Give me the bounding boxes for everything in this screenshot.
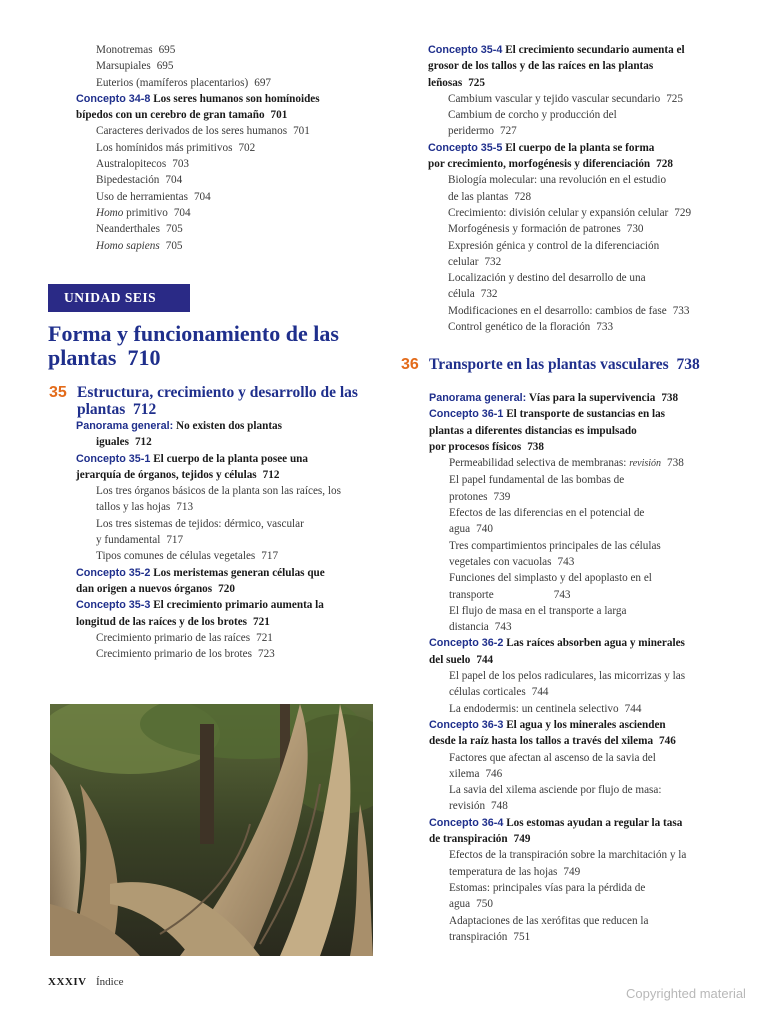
concept-key: Concepto 36-1 [429,408,504,421]
concept-line [429,635,729,651]
concept-line [429,439,729,455]
page-number: 697 [254,76,271,89]
entry-text: Homo sapiens [96,239,160,252]
entry-text: Crecimiento: división celular y expansión celular [448,206,669,219]
page-number: 738 [527,440,544,453]
entry-text: agua [449,898,471,911]
chapter-36-heading [401,356,729,373]
entry-text: leñosas [428,76,463,89]
chapter-36-number: 36 [401,356,419,373]
toc-entry [76,483,376,499]
concept-line [429,652,729,668]
right-top-entries [428,42,728,335]
entry-text: Neanderthales [96,223,160,236]
entry-text: por procesos físicos [429,440,522,453]
entry-text: El crecimiento secundario aumenta el [505,44,685,56]
toc-entry [76,189,376,205]
toc-entry [429,798,729,814]
entry-text: celular [448,255,479,268]
toc-entry [429,455,729,472]
entry-text: El papel fundamental de las bombas de [449,474,625,487]
toc-entry [428,319,728,335]
entry-text: Las raíces absorben agua y minerales [506,637,685,650]
toc-entry [429,750,729,766]
page-number: 702 [238,141,256,154]
entry-text: El crecimiento primario aumenta la [153,599,324,612]
page-number: 723 [257,648,275,661]
toc-entry [428,221,728,237]
entry-suffix: revisión [629,458,662,470]
entry-text: El agua y los minerales ascienden [506,718,666,731]
entry-text: Australopitecos [96,158,167,171]
page-number: 749 [563,865,581,878]
page-number: 705 [165,223,183,236]
entry-text: Euterios (mamíferos placentarios) [96,76,249,89]
toc-entry [428,123,728,139]
chapter-35-heading [49,384,367,418]
entry-text: de transpiración [429,833,508,846]
entry-italic: Homo [96,206,124,219]
entry-text: del suelo [429,653,471,666]
page-number: 703 [172,158,189,171]
entry-text: por crecimiento, morfogénesis y diferenciación [428,158,651,171]
toc-entry [76,630,376,646]
toc-entry [429,880,729,896]
entry-text: Uso de herramientas [96,190,188,203]
entry-text: Marsupiales [96,60,151,73]
toc-entry [429,538,729,554]
entry-text: Modificaciones en el desarrollo: cambios de fase [448,304,667,317]
concept-line [76,597,376,613]
toc-entry [429,603,729,619]
page-number: 740 [476,523,493,536]
page-number: 727 [499,125,517,138]
concept-line [429,406,729,422]
concept-line [76,565,376,581]
entry-text: Los tres órganos básicos de la planta son las raíces, los [96,485,341,498]
page-number: 712 [262,468,280,481]
entry-text: de las plantas [448,190,509,203]
page-number: 729 [674,206,692,219]
page-number: 748 [491,800,508,813]
toc-entry [429,913,729,929]
entry-text: Cambium vascular y tejido vascular secundario [448,92,661,105]
toc-entry [76,221,376,237]
page-number: 721 [256,631,273,644]
entry-text: Adaptaciones de las xerófitas que reducen la [449,914,649,927]
entry-text: El cuerpo de la planta posee una [153,452,308,465]
toc-entry [428,303,728,319]
toc-entry [429,782,729,798]
toc-entry [428,205,728,221]
page-number: 704 [193,190,211,203]
page-number: 713 [176,501,194,514]
toc-entry [429,472,729,488]
entry-text: Biología molecular: una revolución en el estudio [448,174,667,187]
entry-text: peridermo [448,125,494,138]
page-number: 738 [661,392,679,404]
page-number: 721 [253,615,270,628]
entry-text: Tres compartimientos principales de las células [449,539,661,552]
entry-text: transporte [449,588,494,601]
entry-text: grosor de los tallos y de las raíces en las plantas [428,60,654,73]
chapter-35-title: Estructura, crecimiento y desarrollo de las plantas [77,384,358,418]
entry-text: células corticales [449,686,526,699]
entry-text: La savia del xilema asciende por flujo de masa: [449,784,662,797]
concept-key: Concepto 35-1 [76,452,151,465]
entry-text: iguales [96,436,129,449]
toc-entry [76,646,376,662]
page-number: 744 [476,653,494,666]
toc-entry [428,238,728,254]
chapter-35-number: 35 [49,384,67,401]
toc-entry [429,554,729,570]
page-number: 746 [485,767,503,780]
page-number: 728 [656,158,673,171]
concept-key: Concepto 36-4 [429,816,504,829]
toc-entry [429,684,729,700]
toc-entry [76,532,376,548]
entry-text: desde la raíz hasta los tallos a través del xilema [429,735,654,748]
entry-text: Efectos de las diferencias en el potencial de [449,507,645,520]
toc-entry [428,91,728,107]
page-number: 744 [531,686,549,699]
chapter-36-title: Transporte en las plantas vasculares [429,356,669,373]
entry-text: Homo primitivo [96,206,168,219]
concept-line [429,390,729,406]
concept-line [429,831,729,847]
entry-text: Tipos comunes de células vegetales [96,550,256,563]
entry-text: Crecimiento primario de las raíces [96,631,251,644]
toc-entry [76,516,376,532]
page-number: 743 [553,588,571,601]
entry-text: plantas a diferentes distancias es impulsado [429,424,637,437]
page-number: 751 [513,930,531,943]
page-number: 704 [173,206,191,219]
toc-entry [428,107,728,123]
toc-entry [429,896,729,912]
entry-text: Morfogénesis y formación de patrones [448,223,621,236]
entry-text: Estomas: principales vías para la pérdida de [449,881,646,894]
page-number: 717 [166,534,184,547]
page-number: 749 [513,833,531,846]
entry-text: xilema [449,767,480,780]
entry-text: protones [449,490,488,503]
toc-entry [429,864,729,880]
entry-text: tallos y las hojas [96,501,171,514]
page-number: 746 [659,735,676,748]
entry-text: Crecimiento primario de los brotes [96,648,252,661]
concept-key: Concepto 36-3 [429,718,504,731]
toc-entry [76,156,376,172]
page-number: 717 [261,550,279,563]
concept-line [76,451,376,467]
chapter-35-page: 712 [133,401,157,418]
entry-text: agua [449,523,471,536]
concept-line [429,717,729,733]
toc-entry [429,587,729,603]
page-number: 739 [493,490,511,503]
entry-text: longitud de las raíces y de los brotes [76,615,248,628]
toc-entry [76,140,376,156]
toc-entry [76,238,376,254]
toc-entry [428,254,728,270]
entry-text: distancia [449,621,489,634]
entry-text: revisión [449,800,486,813]
page-number: 695 [158,44,176,56]
entry-text: dan origen a nuevos órganos [76,582,213,595]
tree-roots-photo [50,704,373,956]
entry-text: El transporte de sustancias en las [506,408,666,421]
toc-entry [429,521,729,537]
page-number: 725 [468,76,485,89]
page-number: 750 [476,898,493,911]
concept-line [76,581,376,597]
concept-line [76,91,376,107]
concept-line [428,75,728,91]
chapter-35-entries [76,418,376,662]
concept-line [76,614,376,630]
page-number: 744 [624,702,642,715]
page-number: 733 [596,321,614,334]
page-number: 738 [667,457,684,470]
footer-page-number: XXXIV [48,976,87,988]
page-number: 743 [557,555,575,568]
concept-key: Concepto 35-5 [428,141,503,154]
entry-text: Vías para la supervivencia [528,392,656,404]
entry-text: Permeabilidad selectiva de membranas: [449,457,627,470]
entry-text: No existen dos plantas [176,420,283,432]
concept-line [76,434,376,450]
unit-title-page: 710 [127,345,161,370]
entry-text: célula [448,288,475,301]
toc-entry [429,701,729,717]
entry-text: Expresión génica y control de la diferenciación [448,239,660,252]
concept-line [429,423,729,439]
entry-text: La endodermis: un centinela selectivo [449,702,619,715]
concept-line [76,107,376,123]
page-number: 712 [134,436,152,449]
page-number: 720 [218,582,235,595]
chapter-36-page: 738 [676,356,700,373]
buttress-roots-image [50,704,373,956]
page-number: 728 [514,190,532,203]
concept-key: Concepto 36-2 [429,637,504,650]
entry-text: Funciones del simplasto y del apoplasto en el [449,572,652,585]
page-number: 732 [484,255,502,268]
concept-line [429,815,729,831]
entry-text: transpiración [449,930,508,943]
entry-text: Control genético de la floración [448,321,591,334]
entry-text: Los seres humanos son homínoides [153,92,320,105]
entry-text: Cambium de corcho y producción del [448,109,617,122]
concept-line [429,733,729,749]
concept-line [428,140,728,156]
toc-entry [76,548,376,564]
entry-text: Los meristemas generan células que [153,566,325,579]
concept-key: Concepto 35-2 [76,566,151,579]
page-number: 725 [666,92,683,105]
toc-entry [429,505,729,521]
toc-entry [76,172,376,188]
toc-entry [76,75,376,91]
concept-key: Panorama general: [76,420,174,432]
page-number: 701 [293,125,310,138]
entry-text: bípedos con un cerebro de gran tamaño [76,109,265,122]
concept-line [428,42,728,58]
page-number: 732 [480,288,498,301]
entry-text: temperatura de las hojas [449,865,558,878]
entry-text: jerarquía de órganos, tejidos y células [76,468,257,481]
concept-line [76,418,376,434]
chapter-36-entries [429,390,729,945]
concept-line [76,467,376,483]
toc-entry [429,929,729,945]
toc-entry [76,499,376,515]
page-number: 704 [165,174,183,187]
toc-entry [429,570,729,586]
entry-text: y fundamental [96,534,161,547]
entry-text: Los homínidos más primitivos [96,141,233,154]
page-number: 730 [626,223,644,236]
entry-text: vegetales con vacuolas [449,555,552,568]
page-number: 705 [165,239,183,252]
concept-line [428,156,728,172]
unit-title [48,322,378,370]
toc-entry [429,766,729,782]
toc-entry [429,847,729,863]
toc-entry [428,172,728,188]
concept-key: Concepto 34-8 [76,92,151,105]
entry-text: Caracteres derivados de los seres humanos [96,125,288,138]
concept-key: Concepto 35-3 [76,599,151,612]
entry-text: Los estomas ayudan a regular la tasa [506,816,683,829]
toc-entry [76,205,376,221]
entry-text: El papel de los pelos radiculares, las micorrizas y las [449,670,686,683]
concept-key: Panorama general: [429,392,527,404]
entry-text: Bipedestación [96,174,160,187]
unit-title-text: Forma y funcionamiento de las plantas [48,321,339,370]
entry-text: Factores que afectan al ascenso de la savia del [449,751,656,764]
footer-label: Índice [96,976,124,988]
toc-entry [76,42,376,58]
page-number: 733 [672,304,690,317]
entry-text: Los tres sistemas de tejidos: dérmico, vascular [96,517,304,530]
concept-line [428,58,728,74]
toc-entry [429,619,729,635]
toc-entry [76,58,376,74]
toc-entry [76,123,376,139]
unit-banner: UNIDAD SEIS [48,284,190,312]
entry-text: Efectos de la transpiración sobre la marchitación y la [449,849,687,862]
page-number: 743 [494,621,512,634]
toc-entry [428,270,728,286]
toc-entry [428,286,728,302]
page-number: 695 [156,60,174,73]
entry-text: El cuerpo de la planta se forma [505,141,655,154]
entry-text: Localización y destino del desarrollo de una [448,272,646,285]
copyright-watermark: Copyrighted material [626,986,746,1001]
left-top-entries [76,42,376,254]
toc-entry [429,668,729,684]
toc-entry [428,189,728,205]
toc-entry [429,489,729,505]
concept-key: Concepto 35-4 [428,44,503,56]
entry-text: Monotremas [96,44,153,56]
entry-text: El flujo de masa en el transporte a larga [449,604,627,617]
page-number: 701 [270,109,288,122]
